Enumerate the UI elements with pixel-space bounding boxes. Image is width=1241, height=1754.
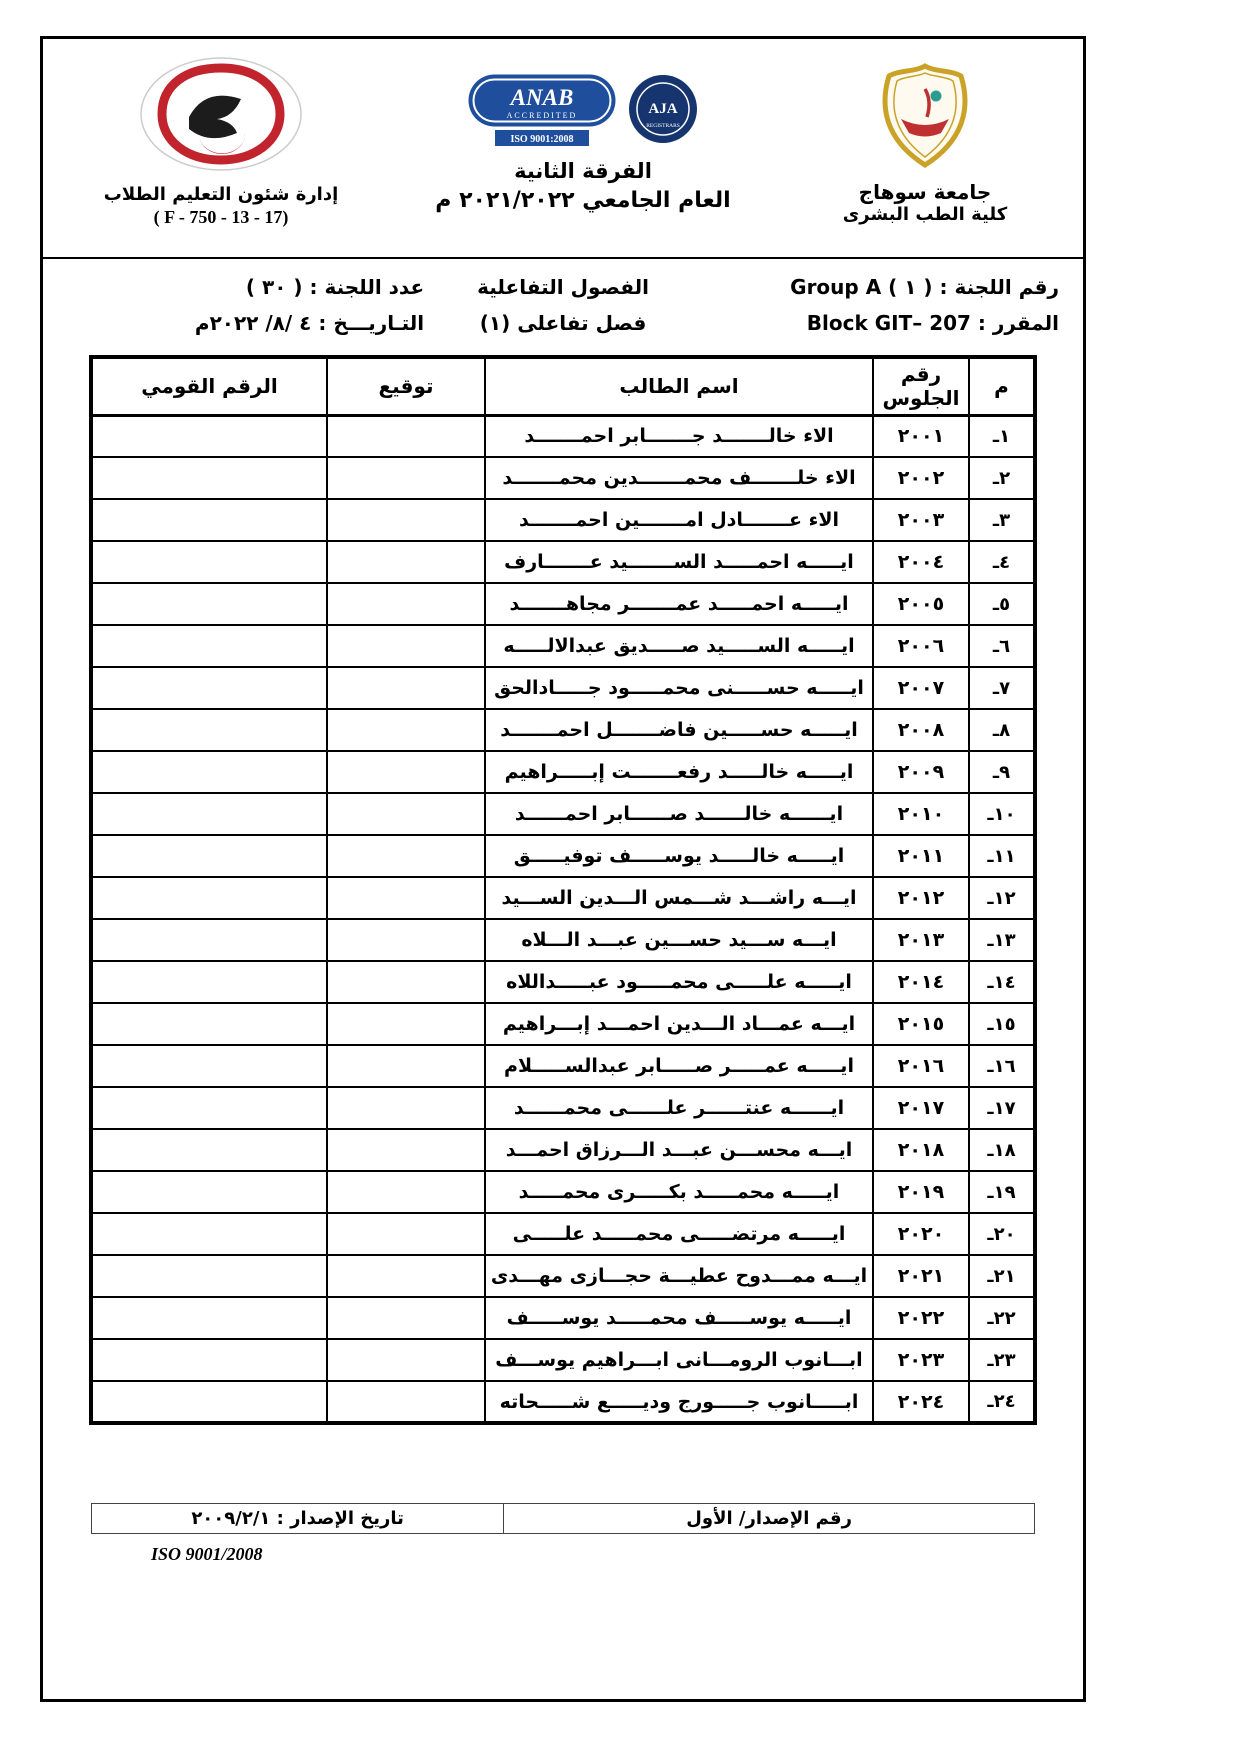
seat-number: ٢٠٢٣ [873,1339,969,1381]
signature-cell [327,835,485,877]
student-name: ايـــــه حســـــنى محمـــــود جـــــادالحق [485,667,873,709]
signature-cell [327,751,485,793]
students-table [89,355,1037,1425]
committee-number: رقم اللجنة : ( ١ ) Group A [790,275,1059,299]
issue-date: تاريخ الإصدار : ٢٠٠٩/٢/١ [191,1508,404,1529]
header-center-block [397,55,769,213]
row-index: ٣ـ [969,499,1035,541]
signature-cell [327,961,485,1003]
row-index: ٦ـ [969,625,1035,667]
student-name: ايـــه راشـــد شـــمس الـــدين الســـيد [485,877,873,919]
seat-number: ٢٠١٤ [873,961,969,1003]
signature-cell [327,709,485,751]
header-university-block [789,55,1061,225]
national-id-cell [91,625,327,667]
national-id-cell [91,583,327,625]
row-index: ١١ـ [969,835,1035,877]
seat-number: ٢٠١٨ [873,1129,969,1171]
seat-number: ٢٠٠٣ [873,499,969,541]
aja-registrars-label: REGISTRARS [646,123,680,129]
student-name: ايــــــه عنتــــــر علــــــى محمــــــد [485,1087,873,1129]
signature-cell [327,1381,485,1423]
header-admin-block [65,55,377,228]
seat-number: ٢٠٢٢ [873,1297,969,1339]
col-header-national-id: الرقم القومي [91,357,327,415]
student-name: ايـــــه عمـــــر صـــــابر عبدالســـــلام [485,1045,873,1087]
student-name: ابـــانوب الرومـــانى ابـــراهيم يوســـف [485,1339,873,1381]
student-row [91,877,1035,919]
student-row [91,667,1035,709]
national-id-cell [91,1339,327,1381]
national-id-cell [91,961,327,1003]
seat-number: ٢٠٠٧ [873,667,969,709]
row-index: ٩ـ [969,751,1035,793]
row-index: ٢٤ـ [969,1381,1035,1423]
national-id-cell [91,751,327,793]
signature-cell [327,1297,485,1339]
student-name: ايـــــه الســـــيد صـــــديق عبدالالـــــه [485,625,873,667]
student-name: ايـــه ســـيد حســـين عبـــد الـــلاه [485,919,873,961]
row-index: ١٧ـ [969,1087,1035,1129]
signature-cell [327,499,485,541]
signature-cell [327,1255,485,1297]
student-row [91,1297,1035,1339]
aja-title: AJA [648,101,678,117]
student-row [91,1255,1035,1297]
seat-number: ٢٠١٣ [873,919,969,961]
student-name: ايـــــه خالـــــد يوســـــف توفيـــــق [485,835,873,877]
student-name: ايـــــه خالـــــد رفعـــــــت إبـــــراهيم [485,751,873,793]
national-id-cell [91,1171,327,1213]
aja-logo [627,73,699,145]
committee-count: عدد اللجنة : ( ٣٠ ) [245,275,425,299]
seat-number: ٢٠١٧ [873,1087,969,1129]
row-index: ١٦ـ [969,1045,1035,1087]
national-id-cell [91,415,327,457]
row-index: ٥ـ [969,583,1035,625]
student-row [91,793,1035,835]
seat-number: ٢٠٠١ [873,415,969,457]
student-name: ايـــــه حســـــين فاضـــــــل احمـــــــد [485,709,873,751]
seat-number: ٢٠١٦ [873,1045,969,1087]
student-row [91,625,1035,667]
seat-number: ٢٠٠٢ [873,457,969,499]
seat-number: ٢٠١١ [873,835,969,877]
student-name: ايــــــه خالــــــد صــــــابر احمــــــد [485,793,873,835]
national-id-cell [91,877,327,919]
student-row [91,1003,1035,1045]
anab-iso-label: ISO 9001:2008 [510,134,574,145]
row-index: ١٢ـ [969,877,1035,919]
exam-info-left [67,269,424,341]
issue-number: رقم الإصدار/ الأول [503,1504,1034,1533]
student-row [91,919,1035,961]
table-header-row [91,357,1035,415]
seat-number: ٢٠١٩ [873,1171,969,1213]
row-index: ١٨ـ [969,1129,1035,1171]
academic-year: العام الجامعي ٢٠٢١/٢٠٢٢ م [435,188,731,213]
certification-logos [397,73,769,147]
signature-cell [327,541,485,583]
signature-cell [327,793,485,835]
row-index: ١٣ـ [969,919,1035,961]
header [43,39,1083,249]
student-name: ايـــه ممـــدوح عطيـــة حجـــازى مهـــدى [485,1255,873,1297]
student-row [91,835,1035,877]
exam-date: التـاريـــخ : ٤ /٨/ ٢٠٢٢م [194,311,425,335]
signature-cell [327,667,485,709]
seat-number: ٢٠٠٥ [873,583,969,625]
row-index: ١ـ [969,415,1035,457]
footer-strip [91,1503,1035,1534]
col-header-index: م [969,357,1035,415]
signature-cell [327,1003,485,1045]
exam-info-center [424,269,702,341]
page-frame [40,36,1086,1702]
national-id-cell [91,1045,327,1087]
row-index: ١٠ـ [969,793,1035,835]
signature-cell [327,919,485,961]
student-row [91,457,1035,499]
national-id-cell [91,835,327,877]
signature-cell [327,625,485,667]
col-header-student-name: اسم الطالب [485,357,873,415]
student-row [91,1171,1035,1213]
signature-cell [327,1339,485,1381]
student-name: ابـــــانوب جـــــورج وديـــــع شـــــحاته [485,1381,873,1423]
row-index: ٢١ـ [969,1255,1035,1297]
dept-name: إدارة شئون التعليم الطلاب [103,184,339,205]
university-shield-logo [875,63,975,169]
student-row [91,1087,1035,1129]
student-name: ايـــــه احمـــــد عمـــــــر مجاهـــــــد [485,583,873,625]
student-row [91,709,1035,751]
national-id-cell [91,457,327,499]
student-name: الاء خالـــــــد جـــــــابر احمـــــــد [485,415,873,457]
col-header-signature: توقيع [327,357,485,415]
student-name: الاء خلـــــــف محمـــــــدين محمـــــــد [485,457,873,499]
national-id-cell [91,1003,327,1045]
iso-certification-label: ISO 9001/2008 [151,1544,263,1564]
national-id-cell [91,667,327,709]
exam-info [43,259,1083,349]
signature-cell [327,1087,485,1129]
signature-cell [327,877,485,919]
national-id-cell [91,709,327,751]
students-tbody [91,415,1035,1423]
course-name: المقرر : Block GIT– 207 [806,311,1059,335]
student-name: ايـــــه علـــــى محمـــــود عبـــــداللاه [485,961,873,1003]
exam-info-right [702,269,1059,341]
seat-number: ٢٠٢٤ [873,1381,969,1423]
student-name: ايـــــه محمـــــد بكـــــرى محمـــــد [485,1171,873,1213]
seat-number: ٢٠٠٨ [873,709,969,751]
row-index: ١٥ـ [969,1003,1035,1045]
national-id-cell [91,499,327,541]
student-row [91,1339,1035,1381]
anab-accredited-label: ACCREDITED [506,111,578,120]
national-id-cell [91,793,327,835]
grade-title: الفرقة الثانية [514,159,652,183]
seat-number: ٢٠٠٦ [873,625,969,667]
national-id-cell [91,1213,327,1255]
seat-number: ٢٠١٥ [873,1003,969,1045]
national-id-cell [91,1381,327,1423]
student-name: ايـــــه مرتضـــــى محمـــــد علـــــى [485,1213,873,1255]
student-row [91,1213,1035,1255]
anab-title: ANAB [510,85,574,110]
seat-number: ٢٠٠٤ [873,541,969,583]
student-row [91,541,1035,583]
row-index: ٤ـ [969,541,1035,583]
student-row [91,1045,1035,1087]
signature-cell [327,1213,485,1255]
row-index: ٨ـ [969,709,1035,751]
student-row [91,1129,1035,1171]
student-row [91,751,1035,793]
student-row [91,415,1035,457]
seat-number: ٢٠١٠ [873,793,969,835]
row-index: ٧ـ [969,667,1035,709]
faculty-seal-logo [137,55,305,173]
national-id-cell [91,1129,327,1171]
col-header-seat-number: رقم الجلوس [873,357,969,415]
signature-cell [327,583,485,625]
row-index: ٢ـ [969,457,1035,499]
signature-cell [327,1129,485,1171]
student-row [91,1381,1035,1423]
row-index: ١٩ـ [969,1171,1035,1213]
student-row [91,961,1035,1003]
row-index: ٢٢ـ [969,1297,1035,1339]
national-id-cell [91,541,327,583]
faculty-name: كلية الطب البشرى [842,204,1008,225]
university-name: جامعة سوهاج [858,180,992,204]
student-name: الاء عـــــــادل امـــــــين احمـــــــد [485,499,873,541]
signature-cell [327,1171,485,1213]
seat-number: ٢٠٢٠ [873,1213,969,1255]
national-id-cell [91,919,327,961]
row-index: ١٤ـ [969,961,1035,1003]
seat-number: ٢٠٢١ [873,1255,969,1297]
calligraphy-mark [189,96,241,139]
row-index: ٢٠ـ [969,1213,1035,1255]
class-type: الفصول التفاعلية [477,275,649,299]
national-id-cell [91,1297,327,1339]
signature-cell [327,457,485,499]
seat-number: ٢٠١٢ [873,877,969,919]
student-name: ايـــه محســـن عبـــد الـــرزاق احمـــد [485,1129,873,1171]
student-name: ايـــه عمـــاد الـــدين احمـــد إبـــراهيم [485,1003,873,1045]
form-code: ( F - 750 - 13 - 17) [153,207,289,227]
row-index: ٢٣ـ [969,1339,1035,1381]
anab-logo [467,73,617,147]
national-id-cell [91,1255,327,1297]
national-id-cell [91,1087,327,1129]
student-name: ايـــــه يوســـــف محمـــــد يوســـــف [485,1297,873,1339]
seat-number: ٢٠٠٩ [873,751,969,793]
student-row [91,583,1035,625]
student-name: ايـــــه احمـــــد الســـــــيد عـــــــارف [485,541,873,583]
class-name: فصل تفاعلى (١) [479,311,647,335]
student-row [91,499,1035,541]
signature-cell [327,415,485,457]
signature-cell [327,1045,485,1087]
